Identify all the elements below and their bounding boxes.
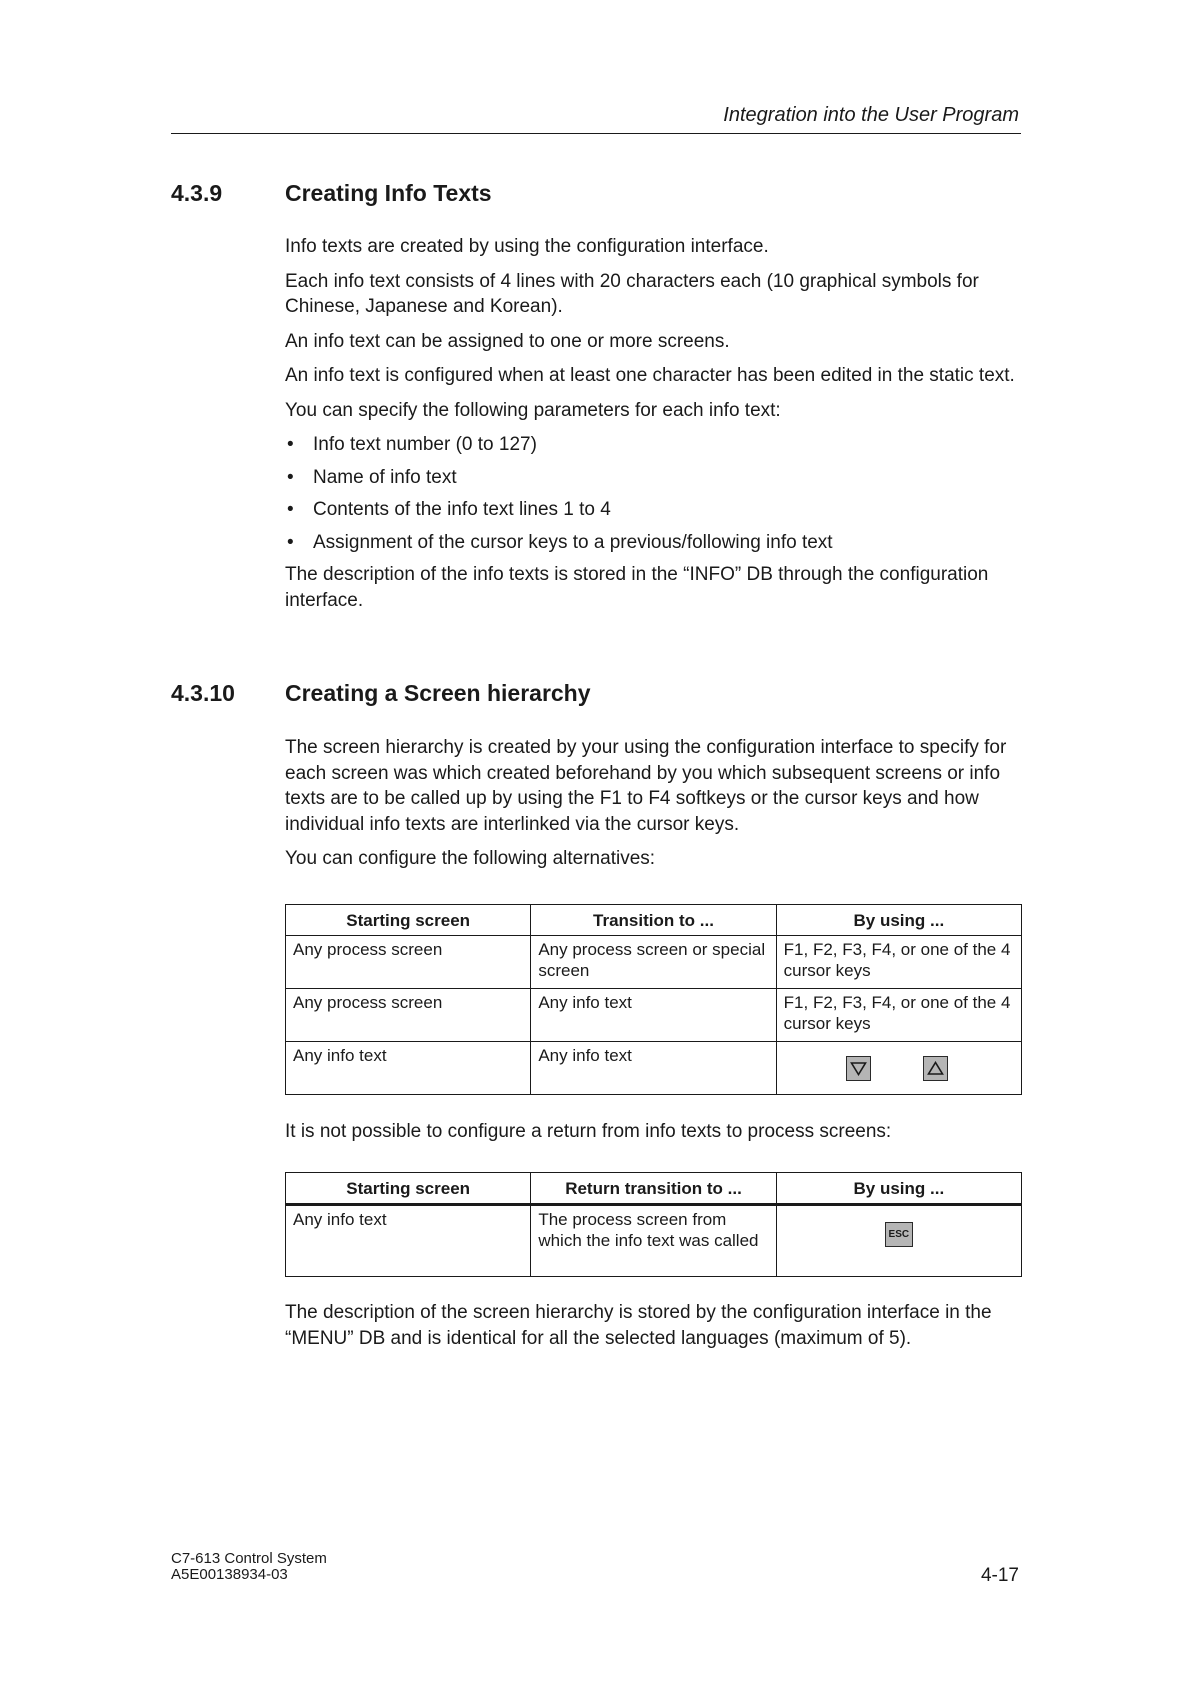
section-title-info-texts: Creating Info Texts	[285, 180, 492, 206]
column-header: Starting screen	[286, 1173, 531, 1205]
paragraph: You can specify the following parameters for each info text:	[285, 399, 781, 421]
paragraph: Each info text consists of 4 lines with 20 characters each (10 graphical symbols for Chinese, Japanese and Korean).	[285, 270, 979, 317]
table-row	[286, 1042, 1022, 1095]
section-title-screen-hierarchy: Creating a Screen hierarchy	[285, 680, 591, 706]
list-item: • Assignment of the cursor keys to a previous/following info text	[285, 530, 1025, 556]
column-header: By using ...	[776, 905, 1021, 936]
table-row	[286, 989, 1022, 1042]
footer-product-info	[171, 1551, 327, 1583]
running-header: Integration into the User Program	[723, 104, 1019, 126]
esc-key-cell	[776, 1205, 1021, 1277]
list-item: • Info text number (0 to 127)	[285, 432, 1025, 458]
section2-intro	[285, 735, 1025, 881]
table-cell: Any process screen	[286, 936, 531, 989]
table-cell: F1, F2, F3, F4, or one of the 4 cursor keys	[776, 989, 1021, 1042]
paragraph: You can configure the following alternatives:	[285, 848, 656, 869]
header-rule	[171, 133, 1021, 134]
column-header: Starting screen	[286, 905, 531, 936]
table-cell: F1, F2, F3, F4, or one of the 4 cursor keys	[776, 936, 1021, 989]
table-cell: The process screen from which the info text was called	[531, 1205, 776, 1277]
table-cell: Any info text	[531, 1042, 776, 1095]
column-header: Transition to ...	[531, 905, 776, 936]
return-transition-table	[285, 1172, 1022, 1277]
paragraph: An info text is configured when at least one character has been edited in the static text.	[285, 365, 1015, 386]
cursor-up-key-icon	[923, 1056, 948, 1081]
paragraph: The screen hierarchy is created by your using the configuration interface to specify for each screen was which created beforehand by you which subsequent screens or info texts are to be called up by using the F1 to F4 softkeys or the cursor keys and how individual info texts are interlinked via the cursor keys.	[285, 737, 1007, 835]
section1-body	[285, 234, 1025, 622]
parameter-list	[285, 432, 1025, 555]
cursor-down-key-icon	[846, 1056, 871, 1081]
table-row	[286, 936, 1022, 989]
paragraph: The description of the info texts is stored in the “INFO” DB through the configuration interface.	[285, 564, 989, 611]
column-header: By using ...	[776, 1173, 1021, 1205]
table-row	[286, 1205, 1022, 1277]
paragraph: The description of the screen hierarchy is stored by the configuration interface in the “MENU” DB and is identical for all the selected languages (maximum of 5).	[285, 1302, 992, 1349]
column-header: Return transition to ...	[531, 1173, 776, 1205]
transition-table	[285, 904, 1022, 1095]
list-item: • Contents of the info text lines 1 to 4	[285, 497, 1025, 523]
table-header-row	[286, 1173, 1022, 1205]
table-cell: Any process screen or special screen	[531, 936, 776, 989]
table-cell: Any info text	[286, 1042, 531, 1095]
table-cell: Any info text	[531, 989, 776, 1042]
list-item: • Name of info text	[285, 465, 1025, 491]
section-number-4-3-9: 4.3.9	[171, 180, 223, 206]
table-cell: Any process screen	[286, 989, 531, 1042]
footer-product: C7-613 Control System	[171, 1550, 327, 1567]
esc-key-icon: ESC	[885, 1222, 913, 1247]
paragraph: An info text can be assigned to one or more screens.	[285, 330, 730, 352]
footer-doc-number: A5E00138934-03	[171, 1566, 288, 1583]
paragraph: Info texts are created by using the configuration interface.	[285, 236, 769, 257]
section2-closing	[285, 1300, 1025, 1360]
section2-note	[285, 1119, 1025, 1154]
table-cell: Any info text	[286, 1205, 531, 1277]
table-header-row	[286, 905, 1022, 936]
cursor-keys-cell	[776, 1042, 1021, 1095]
page-number: 4-17	[980, 1565, 1019, 1586]
paragraph: It is not possible to configure a return from info texts to process screens:	[285, 1121, 892, 1142]
section-number-4-3-10: 4.3.10	[171, 680, 235, 706]
